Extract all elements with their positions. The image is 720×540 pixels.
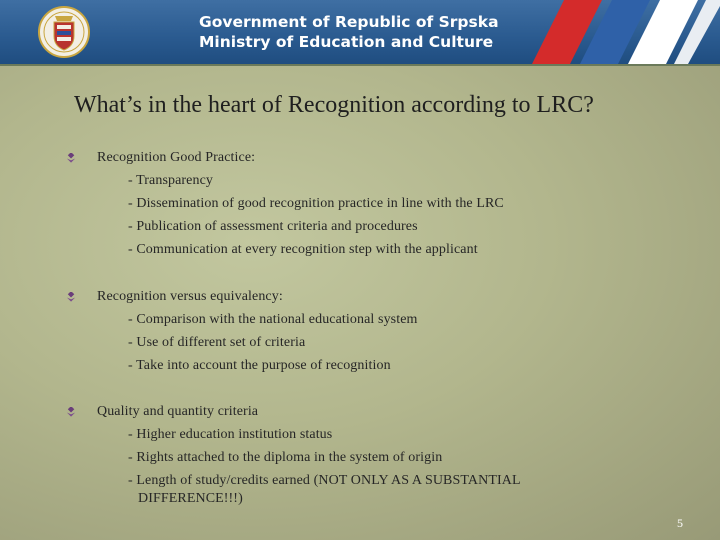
list-item-continuation: DIFFERENCE!!!): [138, 491, 243, 506]
list-item: - Use of different set of criteria: [128, 335, 306, 350]
diamond-bullet-icon: [66, 292, 77, 303]
government-name: Government of Republic of Srpska: [199, 13, 499, 31]
diamond-bullet-icon: [66, 153, 77, 164]
ministry-name: Ministry of Education and Culture: [199, 33, 494, 51]
list-item: - Dissemination of good recognition practice in line with the LRC: [128, 196, 504, 211]
list-item: - Take into account the purpose of recognition: [128, 358, 391, 373]
page-number: 5: [677, 516, 683, 530]
list-item: - Length of study/credits earned (NOT ONLY AS A SUBSTANTIAL: [128, 473, 521, 488]
diamond-bullet-icon: [66, 407, 77, 418]
section-heading: Recognition versus equivalency:: [97, 289, 283, 304]
list-item: - Rights attached to the diploma in the system of origin: [128, 450, 443, 465]
list-item: - Communication at every recognition step with the applicant: [128, 242, 478, 257]
slide-title: What’s in the heart of Recognition according to LRC?: [74, 92, 594, 118]
section-heading: Quality and quantity criteria: [97, 404, 259, 419]
list-item: - Higher education institution status: [128, 427, 333, 442]
section-heading: Recognition Good Practice:: [97, 150, 256, 165]
list-item: - Transparency: [128, 173, 213, 188]
list-item: - Comparison with the national educational system: [128, 312, 418, 327]
list-item: - Publication of assessment criteria and procedures: [128, 219, 418, 234]
